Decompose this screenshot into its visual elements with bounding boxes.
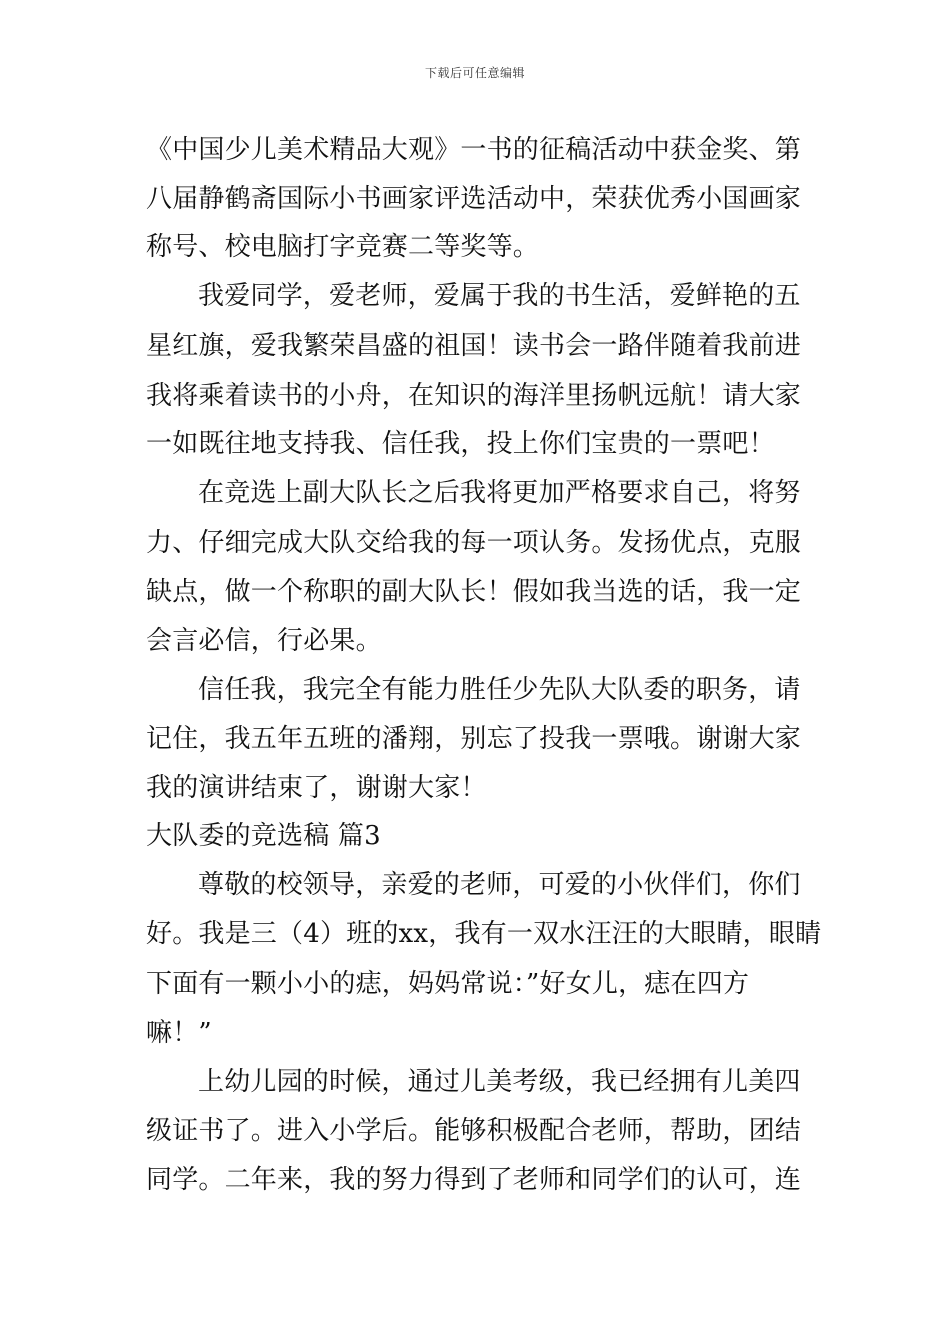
paragraph-first-line: 我爱同学，爱老师，爱属于我的书生活，爱鲜艳的五 <box>198 281 801 311</box>
text-line: 下面有一颗小小的痣，妈妈常说：”好女儿，痣在四方 <box>146 969 750 999</box>
text-line: 会言必信，行必果。 <box>146 626 382 656</box>
text-line: 八届静鹤斋国际小书画家评选活动中，荣获优秀小国画家 <box>146 184 802 214</box>
paragraph-first-line: 上幼儿园的时候，通过儿美考级，我已经拥有儿美四 <box>198 1067 801 1097</box>
text-line: 称号、校电脑打字竞赛二等奖等。 <box>146 232 540 262</box>
text-line: 缺点，做一个称职的副大队长！假如我当选的话，我一定 <box>146 577 802 607</box>
paragraph-first-line: 尊敬的校领导，亲爱的老师，可爱的小伙伴们，你们 <box>198 870 801 900</box>
text-line: 《中国少儿美术精品大观》一书的征稿活动中获金奖、第 <box>146 135 802 165</box>
text-line: 记住，我五年五班的潘翔，别忘了投我一票哦。谢谢大家 <box>146 724 802 754</box>
paragraph-first-line: 在竞选上副大队长之后我将更加严格要求自己，将努 <box>198 478 801 508</box>
text-line: 嘛！” <box>146 1018 212 1048</box>
section-heading: 大队委的竞选稿 篇3 <box>146 821 381 851</box>
text-line: 力、仔细完成大队交给我的每一项认务。发扬优点，克服 <box>146 528 802 558</box>
text-line: 同学。二年来，我的努力得到了老师和同学们的认可，连 <box>146 1165 802 1195</box>
text-line: 级证书了。进入小学后。能够积极配合老师，帮助，团结 <box>146 1116 802 1146</box>
text-line: 我的演讲结束了，谢谢大家！ <box>146 773 487 803</box>
page-header: 下载后可任意编辑 <box>424 66 525 80</box>
text-line: 一如既往地支持我、信任我，投上你们宝贵的一票吧！ <box>146 429 775 459</box>
text-line: 好。我是三（4）班的xx，我有一双水汪汪的大眼睛，眼睛 <box>146 919 822 949</box>
text-line: 我将乘着读书的小舟，在知识的海洋里扬帆远航！请大家 <box>146 381 802 411</box>
paragraph-first-line: 信任我，我完全有能力胜任少先队大队委的职务，请 <box>198 675 801 705</box>
text-line: 星红旗，爱我繁荣昌盛的祖国！读书会一路伴随着我前进 <box>146 331 802 361</box>
